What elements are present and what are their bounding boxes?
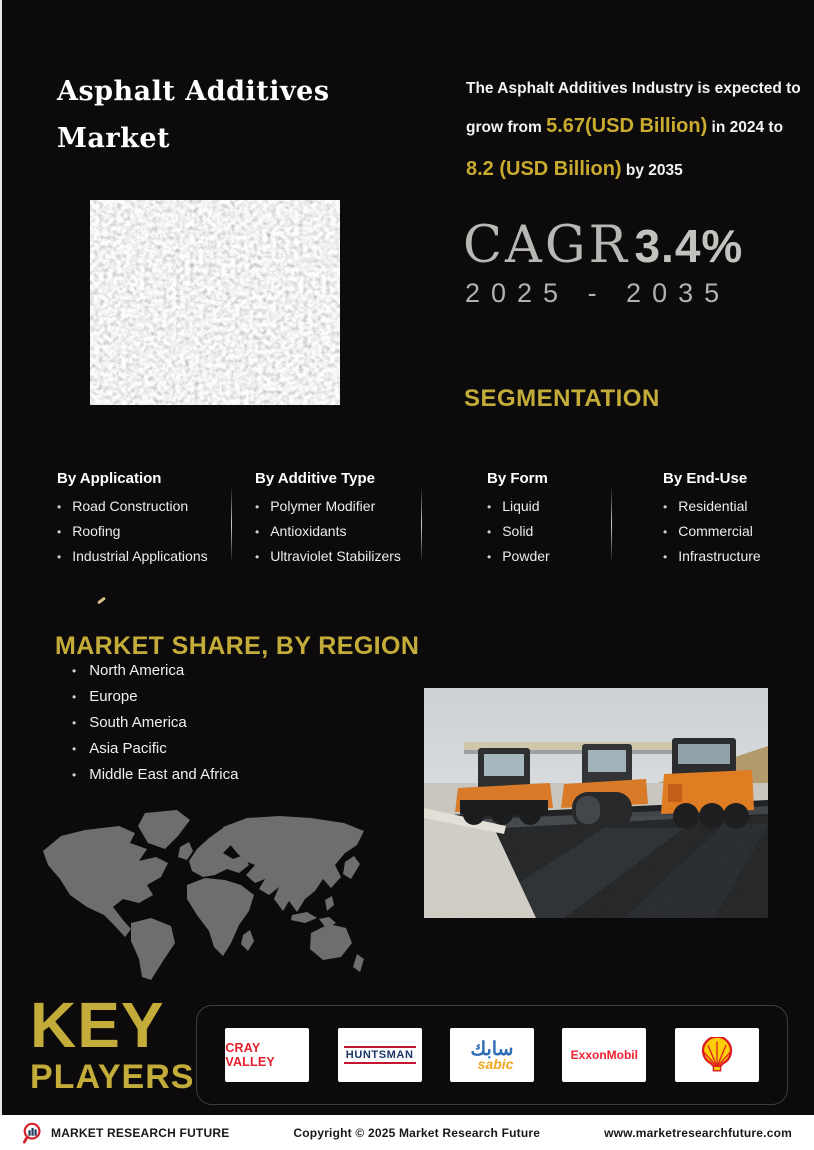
segment-item: Industrial Applications [72,548,208,564]
bullet-icon: • [487,550,492,564]
segment-item: Powder [502,548,550,564]
list-item [72,688,238,705]
bullet-icon: • [57,525,62,539]
list-item [487,523,550,539]
list-item [663,498,761,514]
segment-item: Infrastructure [678,548,761,564]
bullet-icon: • [487,525,492,539]
key-players-heading-line2: PLAYERS [30,1058,195,1096]
cray-valley-wordmark: CRAY VALLEY [225,1041,275,1069]
bullet-icon: • [255,525,260,539]
market-summary [466,72,806,191]
mrf-logo-icon [22,1122,44,1144]
logo-shell [675,1028,759,1082]
segment-column-additive-type [255,470,401,573]
sabic-arabic-wordmark: سابك [470,1038,514,1060]
page-left-edge [0,0,2,1150]
bullet-icon: • [663,525,668,539]
logo-sabic [450,1028,534,1082]
segment-item: Solid [502,523,534,539]
segment-item: Residential [678,498,748,514]
column-divider [231,488,232,562]
segment-item: Commercial [678,523,753,539]
asphalt-texture-image [90,200,340,405]
column-divider [421,488,422,562]
list-item [57,548,208,564]
region-item: Middle East and Africa [89,766,239,783]
segment-column-application [57,470,208,573]
summary-value-2024: 5.67(USD Billion) [546,114,708,137]
sabic-wordmark: sabic [477,1055,514,1072]
list-item [663,523,761,539]
logo-cray-valley [225,1028,309,1082]
bullet-icon: • [57,550,62,564]
footer-brand-text: MARKET RESEARCH FUTURE [51,1125,230,1140]
decorative-tick [97,597,106,605]
segment-item: Liquid [502,498,540,514]
segment-column-form [487,470,550,573]
world-map-image [27,803,423,987]
cagr-value: 3.4% [634,220,744,272]
region-item: South America [89,714,187,731]
huntsman-wordmark: HUNTSMAN [344,1046,416,1064]
bullet-icon: • [255,500,260,514]
region-item: North America [89,662,185,679]
summary-text-2: in 2024 to [707,118,784,136]
footer-website-link[interactable]: www.marketresearchfuture.com [604,1125,792,1140]
exxonmobil-wordmark: ExxonMobil [570,1048,638,1062]
list-item [255,548,401,564]
key-players-logo-panel [196,1005,788,1105]
bullet-icon: • [663,550,668,564]
region-list [72,662,238,792]
list-item [487,548,550,564]
cagr-block [463,216,743,275]
segment-item: Polymer Modifier [270,498,376,514]
list-item [255,523,401,539]
region-item: Asia Pacific [89,740,167,757]
bullet-icon: • [72,690,77,704]
bullet-icon: • [255,550,260,564]
segment-column-title: By End-Use [663,470,748,487]
list-item [72,740,238,757]
segment-column-title: By Application [57,470,162,487]
list-item [57,498,208,514]
logo-exxonmobil [562,1028,646,1082]
segment-item: Roofing [72,523,121,539]
list-item [72,766,238,783]
bullet-icon: • [72,742,77,756]
footer-bar [0,1115,814,1150]
footer-brand [22,1122,229,1144]
bullet-icon: • [663,500,668,514]
segment-item: Ultraviolet Stabilizers [270,548,401,564]
page-title: Asphalt Additives Market [57,76,330,155]
column-divider [611,488,612,562]
shell-pecten-icon [699,1037,735,1073]
segment-column-title: By Additive Type [255,470,376,487]
list-item [72,662,238,679]
key-players-heading-line1: KEY [30,989,165,1061]
bullet-icon: • [487,500,492,514]
list-item [663,548,761,564]
list-item [487,498,550,514]
list-item [72,714,238,731]
market-share-heading: MARKET SHARE, BY REGION [55,631,420,660]
footer-copyright: Copyright © 2025 Market Research Future [293,1125,541,1140]
bullet-icon: • [57,500,62,514]
bullet-icon: • [72,716,77,730]
segment-column-title: By Form [487,470,548,487]
region-item: Europe [89,688,138,705]
segment-item: Antioxidants [270,523,347,539]
segment-column-end-use [663,470,761,573]
road-construction-photo [424,688,768,918]
list-item [255,498,401,514]
segmentation-heading: SEGMENTATION [464,384,660,412]
summary-text-3: by 2035 [621,161,683,179]
cagr-period: 2025 - 2035 [465,278,731,308]
segment-item: Road Construction [72,498,189,514]
summary-value-2035: 8.2 (USD Billion) [466,157,622,180]
summary-text-1: The Asphalt Additives Industry is expected to grow from [466,79,801,136]
cagr-label: CAGR [463,216,630,275]
bullet-icon: • [72,768,77,782]
bullet-icon: • [72,664,77,678]
list-item [57,523,208,539]
logo-huntsman [338,1028,422,1082]
